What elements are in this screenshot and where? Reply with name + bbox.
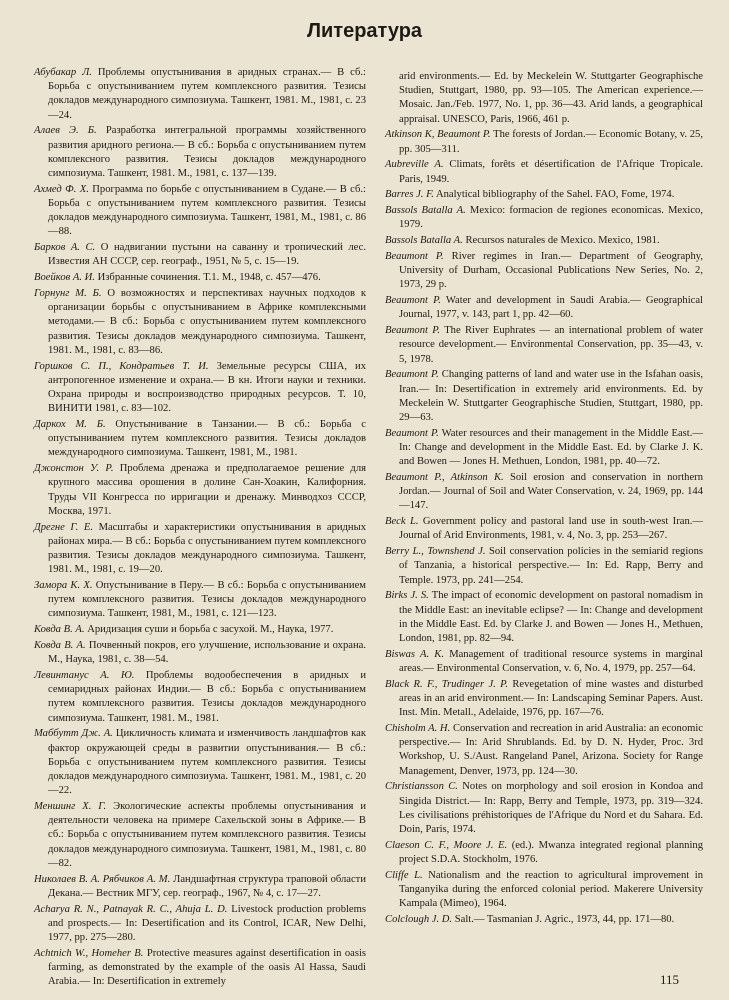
reference-author: Achtnich W., Homeher B. [34,947,144,959]
references-right-column [385,70,703,929]
reference-text: Проблемы опустынивания в аридных странах.— В сб.: Борьба с опустыниванием путем комплексного развития. Тезисы докладов международного симпозиума. Ташкент, 1981. М., 1981, с. 23—24. [48,67,366,121]
reference-author: Даркох М. Б. [34,419,106,431]
reference-text: Protective measures against desertification in oasis farming, as demonstrated by the example of the oasis Al Hassa, Saudi Arabia.— In: Desertification in extremely [48,947,367,988]
reference-text: Проблема дренажа и предполагаемое решение для крупного массива орошения в долине Сан-Хоакин, Калифорния. Труды VII Конгресса по ирригации и дренажу. Минводхоз СССР, Москва, 1971. [48,463,366,517]
references-left-column [34,66,366,991]
reference-author: Biswas A. K. [385,648,445,660]
reference-author: Claeson C. F., Moore J. E. [385,839,508,851]
reference-text: О надвигании пустыни на саванну и тропический лес. Известия АН СССР, сер. географ., 1951, № 5, с. 15—19. [48,242,367,268]
page-title: Литература [306,20,423,42]
reference-entry [34,360,366,417]
reference-text: Разработка интегральной программы хозяйственного развития аридного региона.— В сб.: Борьба с опустыниванием путем комплексного развития. Тезисы докладов международного симпозиума. Ташкент, 1981. М., 1981, с. 137—139. [48,125,366,180]
reference-text: Recursos naturales de Mexico. Mexico, 1981. [465,235,660,247]
reference-entry [34,669,366,726]
reference-text: Экологические аспекты проблемы опустынивания и деятельности человека на примере Сахельской зоны в Африке.— В сб.: Борьба с опустыниванием путем комплексного развития. Тезисы докладов международного симпозиума. Ташкент, 1981, М., 1981, с. 80—82. [48,801,367,869]
reference-text: Revegetation of mine wastes and disturbed areas in an arid environment.— In: Landscaping Seminar Papers. Aust. Inst. Min. Metall., Adelaide, 1976, pp. 167—76. [399,678,704,719]
reference-text: arid environments.— Ed. by Meckelein W. Stuttgarter Geographische Studien, Stuttgart, 1980, pp. 93—105. The American experience.— Mosaic. Jan./Feb. 1977, No. 1, pp. 36—43. Arid lands, a geographical appraisal. UNESCO, Paris, 1966, 461 p. [399,71,703,125]
reference-author: Barres J. F. [385,189,434,201]
reference-author: Bassols Batalla A. [385,235,463,247]
reference-author: Маббутт Дж. А. [34,728,113,740]
reference-author: Ахмед Ф. Х. [34,183,89,195]
reference-author: Beaumont P., Atkinson K. [385,472,504,484]
reference-author: Colclough J. D. [385,914,453,926]
reference-entry [34,903,366,946]
reference-entry [34,623,366,637]
reference-entry [385,722,703,779]
reference-author: Beaumont P. [385,325,441,337]
reference-text: The impact of economic development on pastoral nomadism in the Middle East: an inevitable eclipse? — In: Change and development in the Middle East. Ed. by Clarke J. and Bowen — Jones H., Methuen, London, 1981, pp. 82—94. [399,590,703,645]
reference-author: Birks J. S. [385,590,429,602]
reference-text: Проблемы водообеспечения в аридных и семиаридных районах Индии.— В сб.: Борьба с опустыниванием путем комплексного развития. Тезисы докладов международного симпозиума. Ташкент, 1981. М., 1981. [48,670,367,724]
reference-entry [34,287,366,358]
reference-entry [385,324,703,367]
reference-author: Beaumont P. [385,427,439,439]
reference-author: Beaumont P. [385,251,444,262]
reference-entry [34,271,366,285]
reference-author: Абубакар Л. [34,67,92,78]
reference-entry [385,204,703,232]
reference-text: Избранные сочинения. Т.1. М., 1948, с. 457—476. [97,272,321,284]
reference-entry [385,234,703,248]
reference-entry [34,418,366,461]
reference-text: River regimes in Iran.— Department of Geography, University of Durham, Occasional Publications New Series, No. 2, 1973, 29 p. [399,251,703,291]
reference-entry [385,128,703,156]
reference-author: Cliffe L. [385,869,423,881]
reference-author: Bassols Batalla A. [385,205,466,217]
reference-author: Замора К. Х. [34,580,93,592]
reference-entry [385,545,703,588]
reference-text: Аридизация суши и борьба с засухой. М., Наука, 1977. [87,624,334,636]
reference-entry [34,579,366,622]
reference-text: Government policy and pastoral land use in south-west Iran.— Journal of Arid Environments, 1981, v. 4, No. 3, pp. 253—267. [399,516,703,542]
reference-text: Analytical bibliography of the Sahel. FAO, Fome, 1974. [435,189,675,201]
reference-text: Масштабы и характеристики опустынивания в аридных районах мира.— В сб.: Борьба с опустыниванием путем комплексного развития. Тезисы докладов международного симпозиума. Ташкент, 1981. М., 1981, с. 19—20. [48,521,367,576]
reference-author: Горнунг М. Б. [34,288,102,300]
reference-text: Soil conservation policies in the semiarid regions of Tanzania, a historical perspective.— In: Ed. Rapp, Berry and Temple. 1973, pp. 241—254. [399,546,704,586]
reference-entry [385,427,703,470]
reference-entry [385,294,703,322]
reference-entry [34,124,366,181]
reference-text: Climats, forêts et désertification de l'Afrique Tropicale. Paris, 1949. [399,159,704,185]
reference-author: Beck L. [385,516,419,528]
reference-text: Земельные ресурсы США, их антропогенное изменение и охрана.— В кн. Итоги науки и техники. Охрана природы и воспроизводство природных ресурсов. Т. 10, ВИНИТИ 1981, с. 83—102. [48,360,367,415]
reference-author: Николаев В. А. Рябчиков А. М. [34,873,171,885]
reference-entry [385,158,703,186]
reference-entry [385,515,703,543]
reference-text: Mexico: formacion de regiones economicas. Mexico, 1979. [399,205,703,231]
reference-entry [34,183,366,240]
reference-text: The forests of Jordan.— Economic Botany, v. 25, pp. 305—311. [399,129,703,155]
reference-author: Berry L., Townshend J. [385,546,486,558]
reference-author: Меншинг Х. Г. [34,801,107,813]
reference-text: Опустынивание в Перу.— В сб.: Борьба с опустыниванием путем комплексного развития. Тезисы докладов международного симпозиума. Ташкент, 1981, М., 1981, с. 121—123. [48,580,366,620]
reference-entry [385,839,703,867]
reference-entry [34,947,366,990]
reference-entry [385,250,703,293]
reference-author: Christiansson C. [385,781,458,793]
reference-text: Salt.— Tasmanian J. Agric., 1973, 44, pp. 171—80. [454,914,675,926]
reference-text: Soil erosion and conservation in northern Jordan.— Journal of Soil and Water Conservation, v. 24, 1969, pp. 144—147. [399,472,703,512]
reference-text: (ed.). Mwanza integrated regional planning project S.D.A. Stockholm, 1976. [399,839,703,866]
reference-author: Beaumont P. [385,369,439,381]
reference-entry [385,780,703,837]
reference-text: Цикличность климата и изменчивость ландшафтов как фактор окружающей среды в развитии опустынивания.— В сб.: Борьба с опустыниванием путем комплексного развития. Тезисы докладов международного симпозиума. Ташкент, 1981. М., 1981, с. 20—22. [48,728,366,797]
reference-text: Water resources and their management in the Middle East.— In: Change and development in the Middle East. Ed. by Clarke J. K. and Bowen — Jones H. Methuen, London, 1981, pp. 40—72. [399,427,703,468]
reference-text: Программа по борьбе с опустыниванием в Судане.— В сб.: Борьба с опустыниванием путем комплексного развития. Тезисы докладов международного симпозиума. Ташкент, 1981, М., 1981, с. 86—88. [48,183,366,238]
reference-entry [34,727,366,798]
reference-entry [385,869,703,912]
reference-entry [34,462,366,519]
reference-author: Ковда В. А. [34,624,85,636]
reference-entry [34,800,366,871]
reference-entry [385,678,703,721]
reference-entry [34,639,366,667]
reference-text: Ландшафтная структура траповой области Декана.— Вестник МГУ, сер. географ., 1967, № 4, с. 17—27. [48,873,366,899]
reference-entry [385,913,703,927]
page-number: 115 [660,972,680,987]
reference-entry-continuation [385,70,703,127]
reference-text: The River Euphrates — an international problem of water resource development.— Environmental Conservation, pp. 35—43, v. 5, 1978. [399,325,703,365]
reference-text: Changing patterns of land and water use in the Isfahan oasis, Iran.— In: Desertification in extremely arid environments. Ed. by Meckelein W. Stuttgarter Geographische Studien, Stuttgart, 1980, pp. 29—63. [399,369,703,424]
reference-text: Conservation and recreation in arid Australia: an economic perspective.— In: Arid Shrublands. Ed. by D. N. Hyder, Proc. 3rd Workshop, U. S./Aust. Rangeland Panel, Arizona. Society for Range Management, Denver, 1973, pp. 124—30. [399,723,704,777]
reference-author: Дрегне Г. Е. [34,521,93,533]
reference-author: Барков А. С. [34,242,96,254]
reference-author: Ковда В. А. [34,640,86,652]
reference-text: Почвенный покров, его улучшение, использование и охрана. М., Наука, 1981, с. 38—54. [48,640,366,666]
reference-entry [34,521,366,578]
reference-text: Livestock production problems and prospects.— In: Desertification and its Control, ICAR, New Delhi, 1977, pp. 275—280. [48,903,366,944]
reference-entry [34,241,366,269]
reference-author: Beaumont P. [385,295,441,307]
reference-author: Chisholm A. H. [385,723,451,735]
reference-text: Notes on morphology and soil erosion in Kondoa and Singida District.— In: Rapp, Berry and Temple, 1973, pp. 319—324. Les civilisations préhistoriques de l'Afrique du Nord et du Sahara. Ed. Doin, Paris, 1974. [399,781,703,836]
reference-author: Aubreville A. [385,159,444,171]
reference-entry [385,188,703,202]
reference-entry [385,471,703,514]
reference-text: О возможностях и перспективах научных подходов к организации борьбы с опустыниванием в Африке комплексными методами.— В сб.: Борьба с опустыниванием путем комплексного развития. Тезисы докладов международного симпозиума. Ташкент, 1981. М., 1981, с. 83—86. [48,288,367,356]
reference-author: Левинтанус А. Ю. [34,670,135,682]
reference-author: Алаев Э. Б. [34,125,97,137]
reference-author: Acharya R. N., Patnayak R. C., Ahuja L. D. [34,903,228,915]
reference-entry [385,589,703,646]
reference-entry [34,873,366,901]
reference-author: Воейков А. И. [34,272,95,284]
reference-text: Management of traditional resource systems in marginal areas.— Environmental Conservation, v. 6, No. 4, 1979, pp. 257—64. [399,648,703,675]
reference-author: Джонстон У. Р. [34,463,114,475]
reference-author: Atkinson K, Beaumont P. [385,129,491,141]
reference-author: Black R. F., Trudinger J. P. [385,678,508,690]
reference-text: Опустынивание в Танзании.— В сб.: Борьба с опустыниванием путем комплексного развития. Тезисы докладов международного симпозиума. Ташкент, 1981, М., 1981. [48,419,366,459]
reference-text: Water and development in Saudi Arabia.— Geographical Journal, 1977, v. 143, part 1, pp. 42—60. [399,295,703,321]
reference-text: Nationalism and the reaction to agricultural improvement in Tanganyika during the enforced colonial period. Makerere University Kampala (Mimeo), 1964. [399,869,704,910]
reference-author: Горшков С. П., Кондратьев Т. И. [34,360,209,372]
reference-entry [34,66,366,123]
reference-entry [385,368,703,425]
reference-entry [385,648,703,676]
